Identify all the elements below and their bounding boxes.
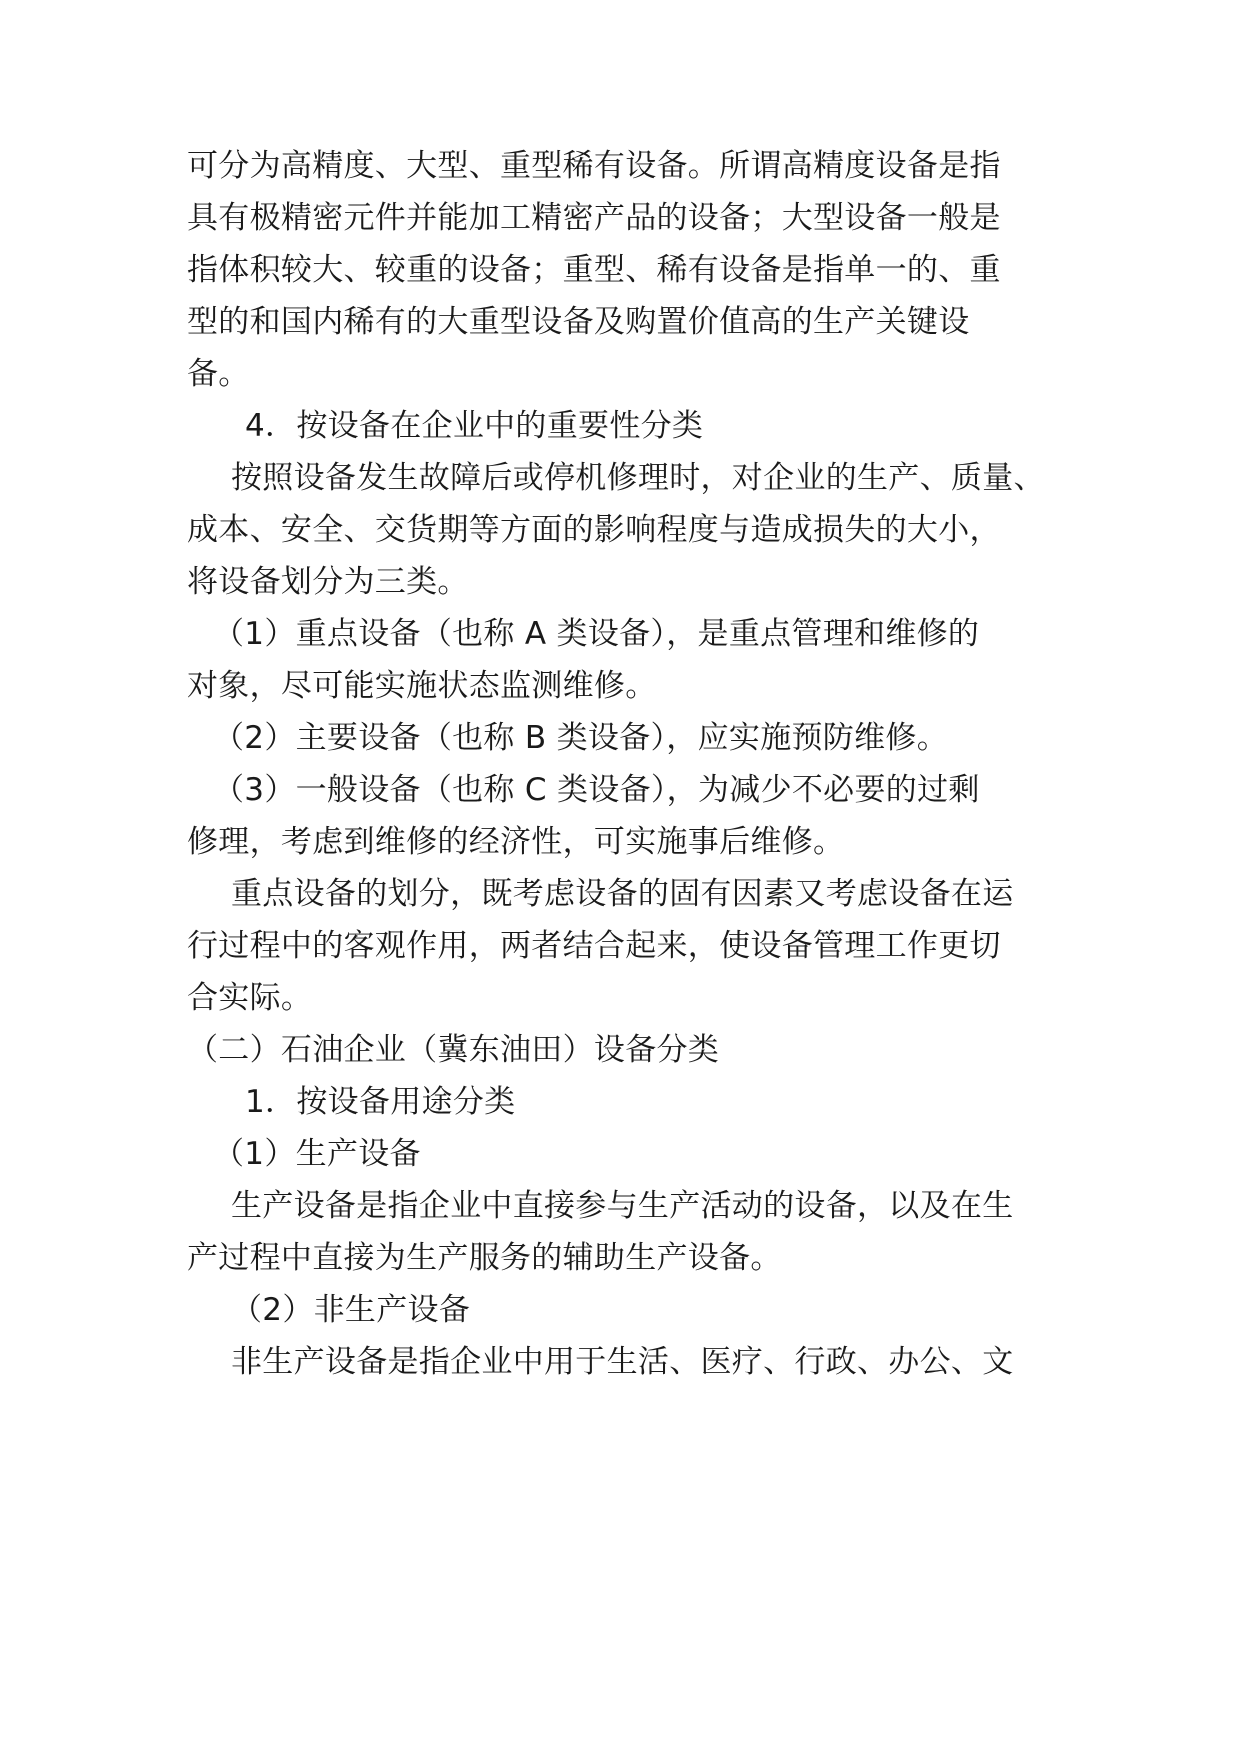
paragraph-line: 生产设备是指企业中直接参与生产活动的设备，以及在生 [231, 1188, 1014, 1224]
paragraph-line: 备。 [187, 356, 250, 392]
paragraph-line: 重点设备的划分，既考虑设备的固有因素又考虑设备在运 [231, 876, 1014, 912]
paragraph-line: 具有极精密元件并能加工精密产品的设备；大型设备一般是 [187, 200, 1001, 236]
paragraph-line: 型的和国内稀有的大重型设备及购置价值高的生产关键设 [187, 304, 970, 340]
paragraph-line: 非生产设备是指企业中用于生活、医疗、行政、办公、文 [231, 1344, 1014, 1380]
paragraph-line: 指体积较大、较重的设备；重型、稀有设备是指单一的、重 [187, 252, 1001, 288]
list-item: （1）重点设备（也称 A 类设备），是重点管理和维修的 [213, 616, 980, 652]
section-heading: （二）石油企业（冀东油田）设备分类 [187, 1032, 720, 1068]
paragraph-line: 对象，尽可能实施状态监测维修。 [187, 668, 657, 704]
subsection-heading: （2）非生产设备 [231, 1292, 471, 1328]
paragraph-line: 按照设备发生故障后或停机修理时，对企业的生产、质量、 [231, 460, 1045, 496]
subsection-heading: 1．按设备用途分类 [245, 1084, 516, 1120]
paragraph-line: 产过程中直接为生产服务的辅助生产设备。 [187, 1240, 782, 1276]
paragraph-line: 修理，考虑到维修的经济性，可实施事后维修。 [187, 824, 845, 860]
list-item: （2）主要设备（也称 B 类设备），应实施预防维修。 [213, 720, 948, 756]
paragraph-line: 合实际。 [187, 980, 313, 1016]
paragraph-line: 可分为高精度、大型、重型稀有设备。所谓高精度设备是指 [187, 148, 1001, 184]
paragraph-line: 成本、安全、交货期等方面的影响程度与造成损失的大小， [187, 512, 1001, 548]
list-item: （3）一般设备（也称 C 类设备），为减少不必要的过剩 [213, 772, 980, 808]
paragraph-line: 行过程中的客观作用，两者结合起来，使设备管理工作更切 [187, 928, 1001, 964]
section-heading: 4．按设备在企业中的重要性分类 [245, 408, 704, 444]
paragraph-line: 将设备划分为三类。 [187, 564, 469, 600]
subsection-heading: （1）生产设备 [213, 1136, 421, 1172]
